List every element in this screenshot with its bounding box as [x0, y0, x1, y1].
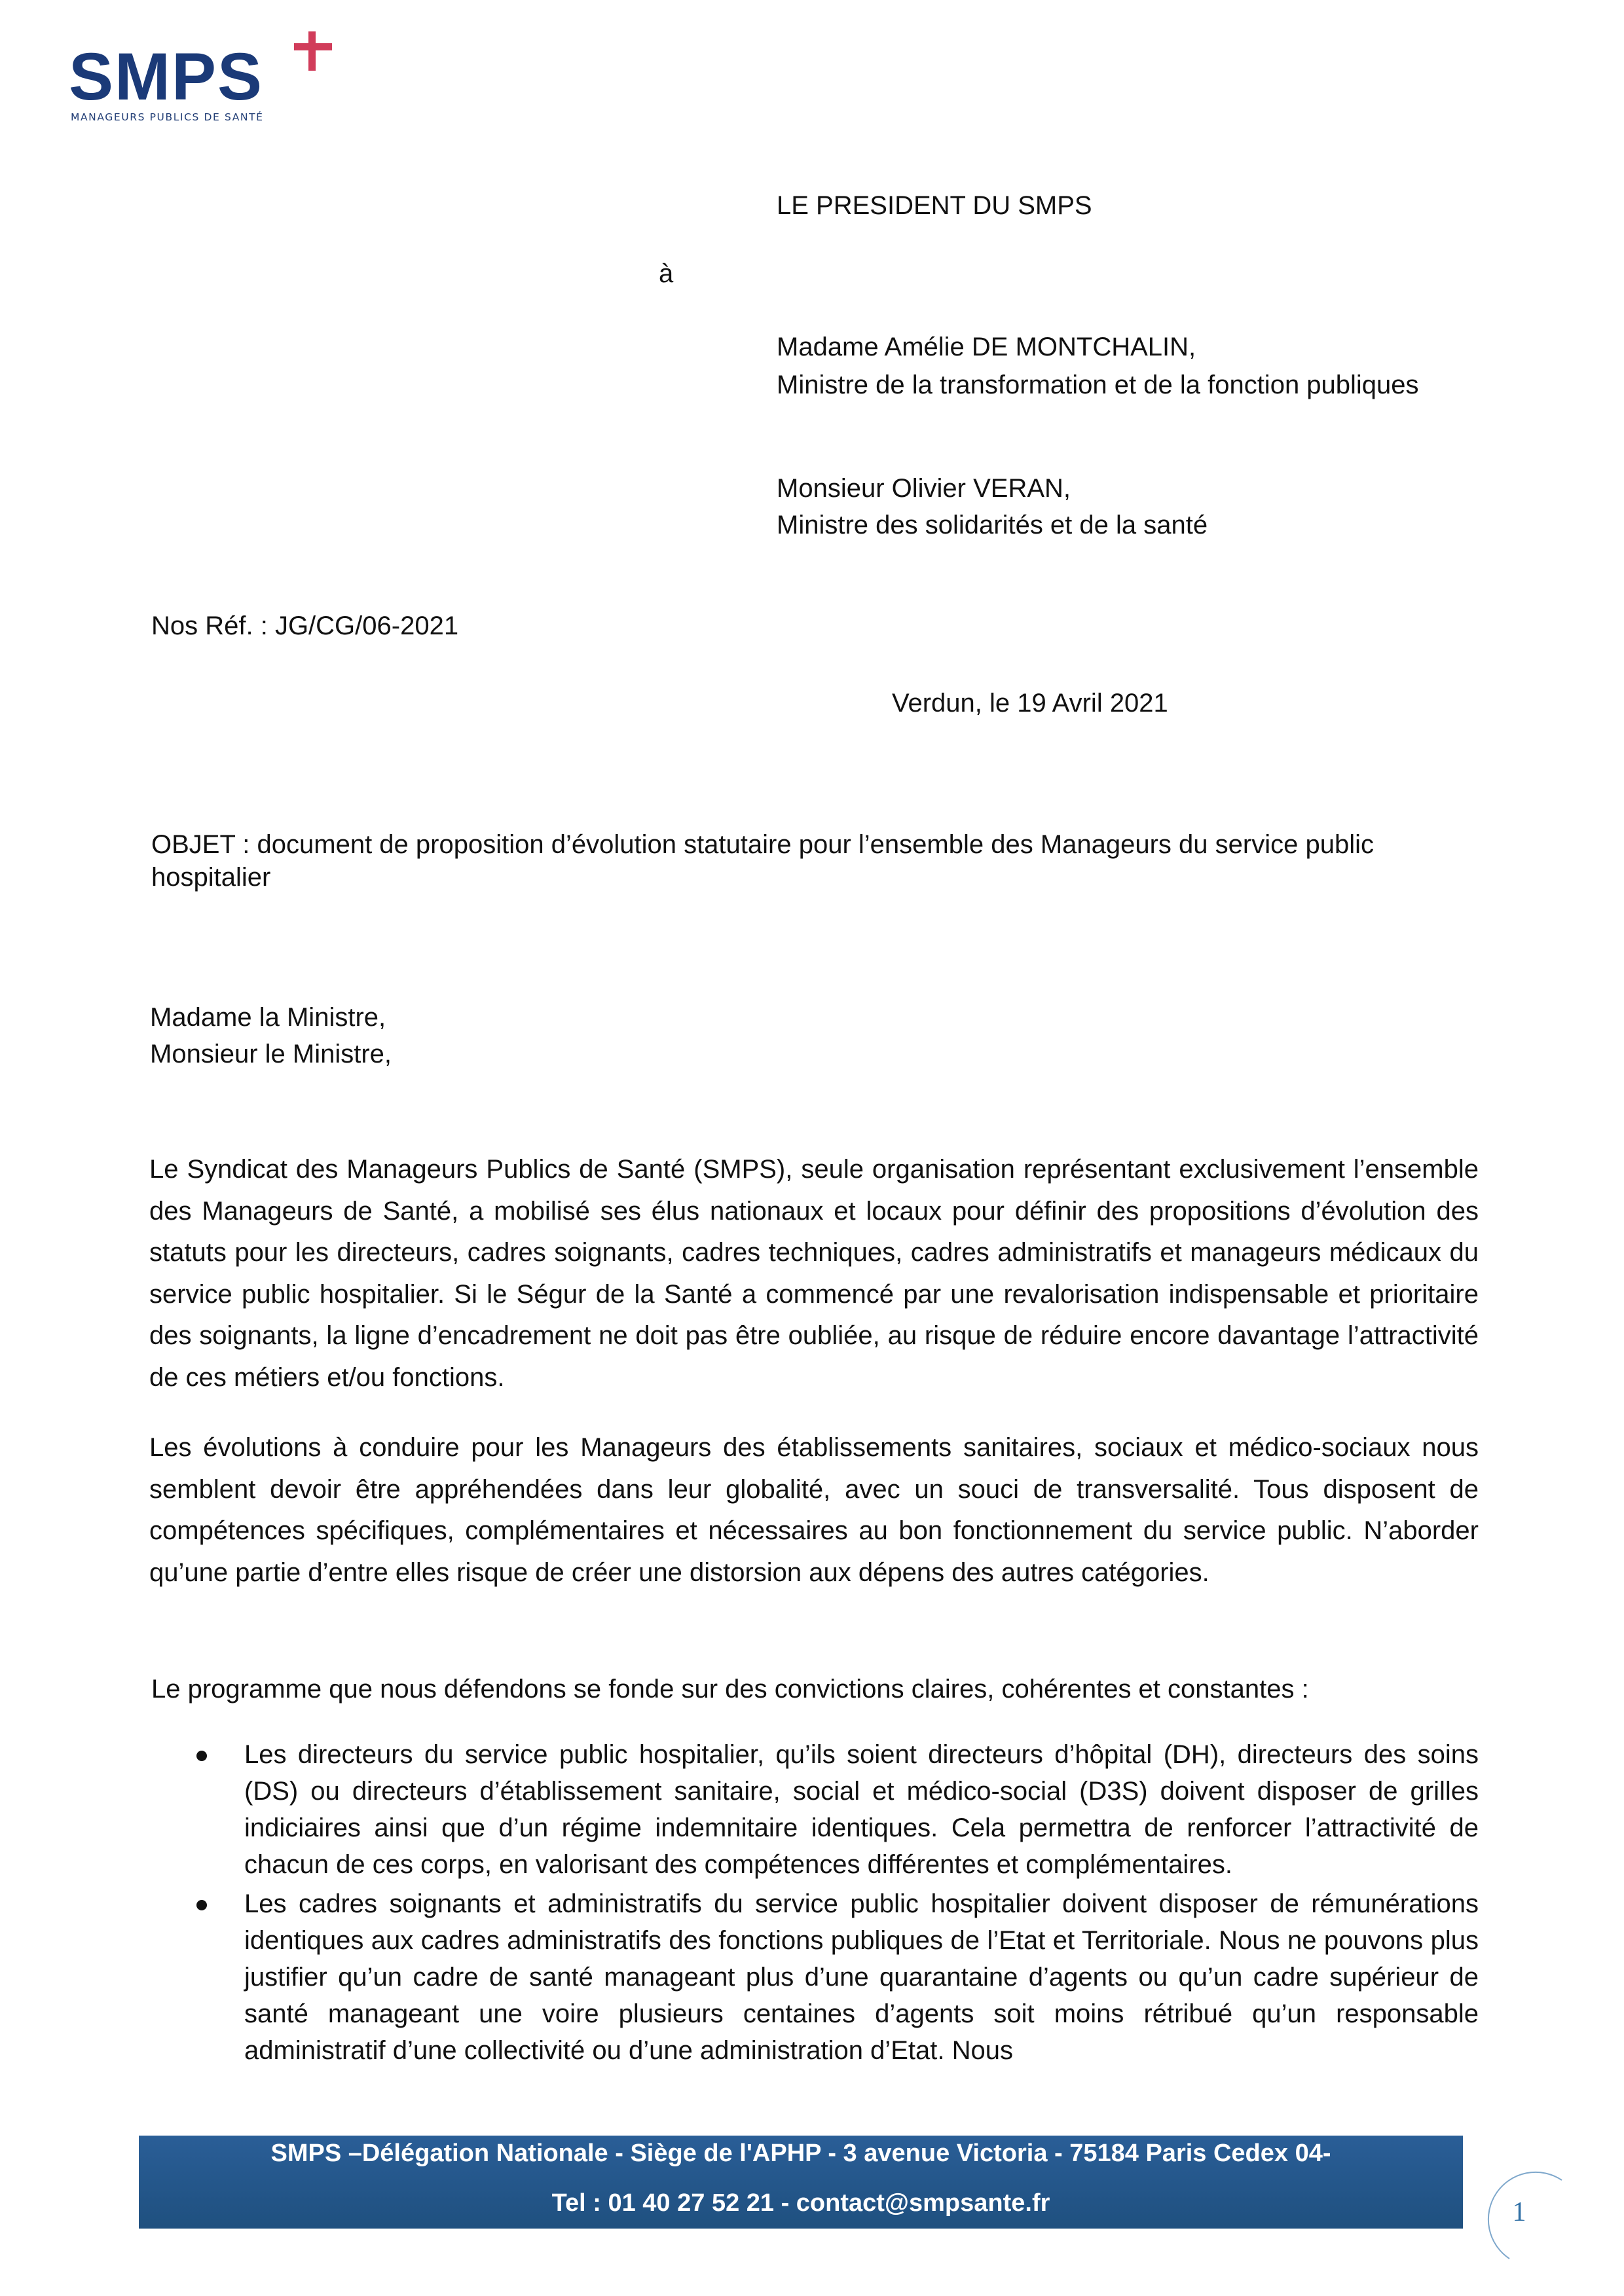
subject-line-1: OBJET : document de proposition d’évolution statutaire pour l’ensemble des Manageurs du service public	[151, 830, 1374, 859]
logo-plus-icon	[290, 29, 336, 75]
footer-contact: Tel : 01 40 27 52 21 - contact@smpsante.fr	[551, 2189, 1050, 2217]
list-item	[149, 1736, 1479, 1883]
smps-logo	[69, 27, 344, 132]
bullet-dot-icon	[196, 1900, 207, 1910]
salutation-line-1: Madame la Ministre,	[150, 1003, 386, 1032]
subject-line-2: hospitalier	[151, 863, 271, 892]
recipient1-name: Madame Amélie DE MONTCHALIN,	[777, 333, 1196, 361]
page-number: 1	[1512, 2197, 1526, 2227]
list-item-text: Les cadres soignants et administratifs du service public hospitalier doivent disposer de rémunérations identiques aux cadres administratifs des fonctions publiques de l’Etat et Territoriale. Nous ne pouvons plus justifier qu’un cadre de santé manageant plus d’une quarantaine d’agents ou qu’un cadre supérieur de santé manageant une voire plusieurs centaines d’agents soit moins rétribué qu’un responsable administratif d’une collectivité ou d’une administration d’Etat. Nous	[244, 1889, 1479, 2065]
conviction-list	[149, 1736, 1479, 2071]
salutation-line-2: Monsieur le Ministre,	[150, 1040, 392, 1068]
body-paragraph-1: Le Syndicat des Manageurs Publics de Santé (SMPS), seule organisation représentant exclusivement l’ensemble des Manageurs de Santé, a mobilisé ses élus nationaux et locaux pour définir des propositions d’évolution des statuts pour les directeurs, cadres soignants, cadres techniques, cadres administratifs et manageurs médicaux du service public hospitalier. Si le Ségur de la Santé a commencé par une revalorisation indispensable et prioritaire des soignants, la ligne d’encadrement ne doit pas être oubliée, au risque de réduire encore davantage l’attractivité de ces métiers et/ou fonctions.	[149, 1155, 1479, 1392]
footer-bar	[139, 2136, 1463, 2229]
logo-wordmark: SMPS	[69, 39, 264, 114]
body-paragraph-3: Le programme que nous défendons se fonde sur des convictions claires, cohérentes et constantes :	[151, 1675, 1309, 1704]
list-item	[149, 1886, 1479, 2069]
reference-line: Nos Réf. : JG/CG/06-2021	[151, 611, 459, 640]
logo-tagline: MANAGEURS PUBLICS DE SANTÉ	[71, 111, 264, 123]
to-word: à	[659, 259, 674, 288]
place-date: Verdun, le 19 Avril 2021	[892, 689, 1168, 718]
list-item-text: Les directeurs du service public hospitalier, qu’ils soient directeurs d’hôpital (DH), directeurs des soins (DS) ou directeurs d’établissement sanitaire, social et médico-social (D3S) doivent disposer de grilles indiciaires ainsi que d’un régime indemnitaire identiques. Cela permettra de renforcer l’attractivité de chacun de ces corps, en valorisant des compétences différentes et complémentaires.	[244, 1740, 1479, 1879]
recipient1-title: Ministre de la transformation et de la fonction publiques	[777, 371, 1419, 399]
sender-line: LE PRESIDENT DU SMPS	[777, 191, 1092, 220]
body-paragraph-2: Les évolutions à conduire pour les Manageurs des établissements sanitaires, sociaux et médico-sociaux nous semblent devoir être appréhendées dans leur globalité, avec un souci de transversalité. Tous disposent de compétences spécifiques, complémentaires et nécessaires au bon fonctionnement du service public. N’aborder qu’une partie d’entre elles risque de créer une distorsion aux dépens des autres catégories.	[149, 1433, 1479, 1587]
footer-address: SMPS –Délégation Nationale - Siège de l'APHP - 3 avenue Victoria - 75184 Paris Cedex 04-	[270, 2140, 1331, 2167]
recipient2-title: Ministre des solidarités et de la santé	[777, 511, 1208, 539]
bullet-dot-icon	[196, 1751, 207, 1761]
recipient2-name: Monsieur Olivier VERAN,	[777, 474, 1071, 503]
